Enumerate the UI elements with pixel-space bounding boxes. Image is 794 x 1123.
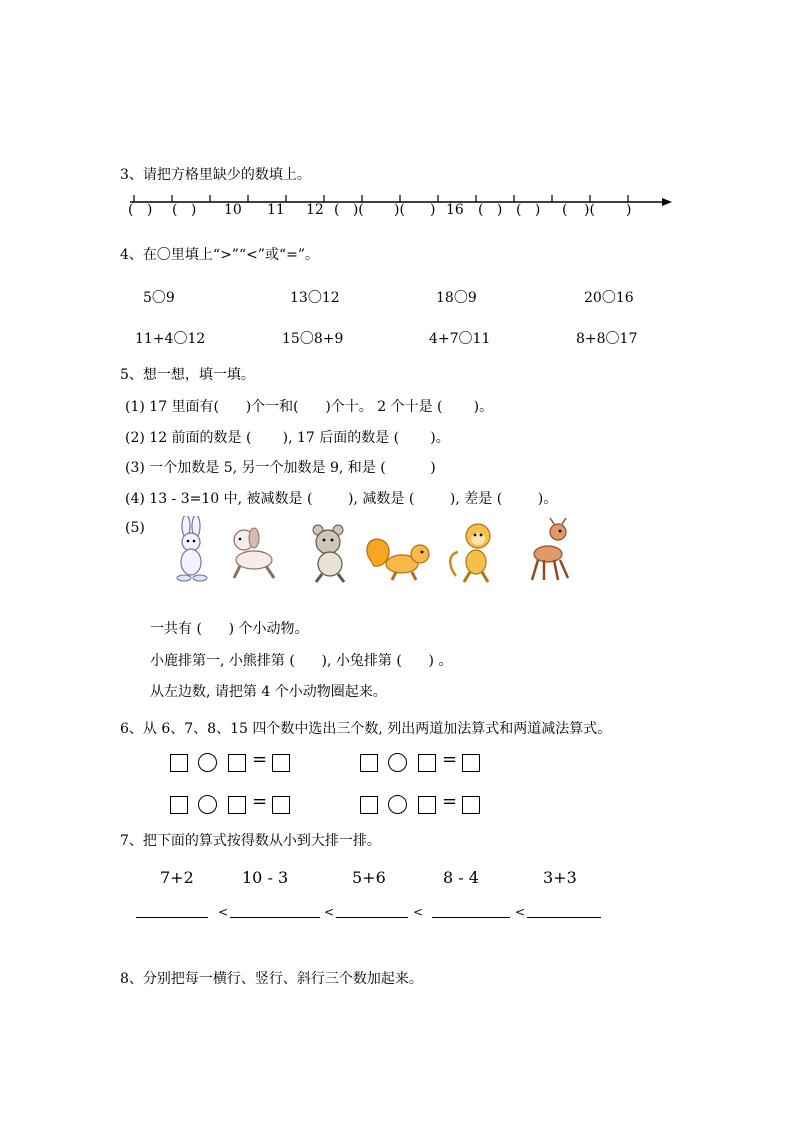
q5-line-2: 小鹿排第一, 小熊排第 ( ), 小兔排第 ( ) 。 <box>150 653 453 669</box>
equals-sign: = <box>252 749 268 770</box>
bear-icon <box>300 516 364 586</box>
expression: 10 - 3 <box>242 868 289 887</box>
q7-title: 7、把下面的算式按得数从小到大排一排。 <box>120 833 381 849</box>
answer-box[interactable] <box>360 754 378 772</box>
number-line-label: ( ) <box>516 202 541 218</box>
number-line-label: 16 <box>446 202 464 218</box>
compare-item: 18〇9 <box>436 290 477 306</box>
operator-circle[interactable] <box>198 753 217 772</box>
q3-title: 3、请把方格里缺少的数填上。 <box>120 167 311 183</box>
answer-blank[interactable] <box>136 917 208 918</box>
q5-line-3: 从左边数, 请把第 4 个小动物圈起来。 <box>150 684 387 700</box>
compare-item: 11+4〇12 <box>135 331 206 347</box>
answer-box[interactable] <box>170 796 188 814</box>
number-line-label: 10 <box>224 202 242 218</box>
compare-item: 4+7〇11 <box>429 331 491 347</box>
deer-icon <box>518 516 582 586</box>
answer-box[interactable] <box>228 796 246 814</box>
equals-sign: = <box>442 749 458 770</box>
less-than-sign: < <box>218 905 229 919</box>
rabbit-icon <box>160 516 224 586</box>
equals-sign: = <box>442 791 458 812</box>
q5-title: 5、想一想，填一填。 <box>120 367 255 383</box>
answer-blank[interactable] <box>336 917 408 918</box>
less-than-sign: < <box>515 905 526 919</box>
q5-item-3: (3) 一个加数是 5, 另一个加数是 9, 和是 ( ) <box>125 460 436 476</box>
dog-icon <box>224 516 288 586</box>
number-line-label: 12 <box>306 202 324 218</box>
number-line-label: )( <box>394 202 405 218</box>
number-line-label: 11 <box>267 202 285 218</box>
compare-item: 20〇16 <box>584 290 634 306</box>
equals-sign: = <box>252 791 268 812</box>
q5-item-1: (1) 17 里面有( )个一和( )个十。 2 个十是 ( )。 <box>125 399 494 415</box>
number-line-label: ( )( <box>334 202 364 218</box>
q5-line-1: 一共有 ( ) 个小动物。 <box>150 621 309 637</box>
expression: 3+3 <box>543 868 577 887</box>
operator-circle[interactable] <box>388 795 407 814</box>
answer-box[interactable] <box>170 754 188 772</box>
answer-box[interactable] <box>360 796 378 814</box>
answer-box[interactable] <box>272 796 290 814</box>
number-line-label: ( ) <box>478 202 503 218</box>
number-line-label: ) <box>626 202 632 218</box>
answer-box[interactable] <box>228 754 246 772</box>
expression: 5+6 <box>352 868 386 887</box>
compare-item: 8+8〇17 <box>576 331 638 347</box>
number-line-label: ( <box>562 202 568 218</box>
number-line <box>126 186 672 222</box>
answer-box[interactable] <box>418 796 436 814</box>
squirrel-icon <box>362 516 436 586</box>
q5-item-4: (4) 13 - 3=10 中, 被减数是 ( ), 减数是 ( ), 差是 ( )。 <box>125 491 558 507</box>
answer-box[interactable] <box>272 754 290 772</box>
number-line-label: ( ) <box>128 202 153 218</box>
answer-blank[interactable] <box>230 917 320 918</box>
q4-title: 4、在〇里填上“>”“<”或“=”。 <box>120 247 320 263</box>
answer-box[interactable] <box>462 754 480 772</box>
less-than-sign: < <box>324 905 335 919</box>
compare-item: 5〇9 <box>143 290 175 306</box>
answer-box[interactable] <box>418 754 436 772</box>
answer-box[interactable] <box>462 796 480 814</box>
q6-title: 6、从 6、7、8、15 四个数中选出三个数, 列出两道加法算式和两道减法算式。 <box>120 721 612 737</box>
monkey-icon <box>444 516 508 586</box>
compare-item: 15〇8+9 <box>282 331 344 347</box>
answer-blank[interactable] <box>527 917 601 918</box>
less-than-sign: < <box>413 905 424 919</box>
number-line-label: ) <box>430 202 436 218</box>
q8-title: 8、分别把每一横行、竖行、斜行三个数加起来。 <box>120 971 423 987</box>
number-line-label: )( <box>584 202 595 218</box>
q5-item-5-label: (5) <box>125 520 145 536</box>
operator-circle[interactable] <box>388 753 407 772</box>
operator-circle[interactable] <box>198 795 217 814</box>
expression: 8 - 4 <box>443 868 479 887</box>
expression: 7+2 <box>160 868 194 887</box>
answer-blank[interactable] <box>432 917 510 918</box>
q5-item-2: (2) 12 前面的数是 ( ), 17 后面的数是 ( )。 <box>125 430 450 446</box>
number-line-label: ( ) <box>172 202 197 218</box>
compare-item: 13〇12 <box>290 290 340 306</box>
